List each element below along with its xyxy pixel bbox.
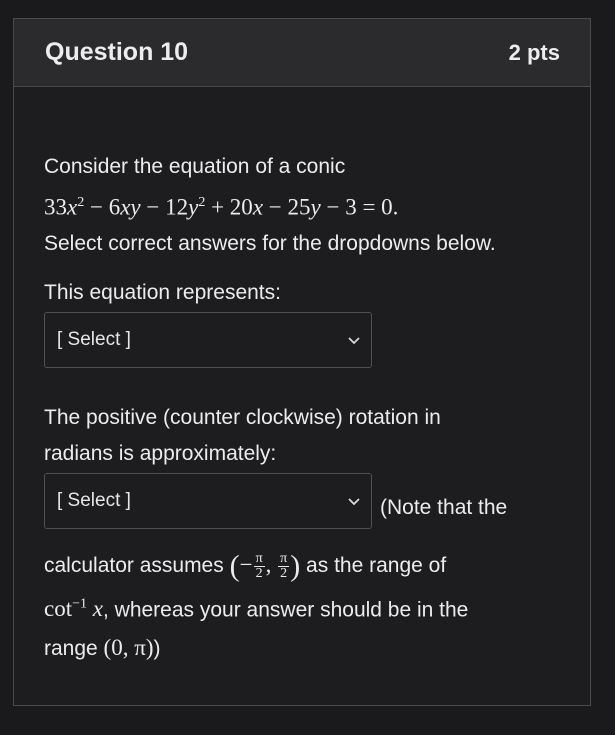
chevron-down-icon [347, 333, 361, 347]
conic-type-select[interactable] [44, 312, 372, 368]
select-label: [ Select ] [57, 329, 131, 350]
select-label: [ Select ] [57, 490, 131, 511]
chevron-down-icon [347, 494, 361, 508]
range-interval: (− $\frac{\pi}{2}$ , $\frac{\pi}{2}$ ) [229, 549, 301, 583]
question-points: 2 pts [508, 39, 560, 65]
conic-equation: $33x^2 - 6xy - 12y^2 + 20x - 25y - 3 = 0$. [44, 194, 399, 220]
q2-prompt-line2: radians is approximately: [44, 442, 277, 465]
question-card [13, 18, 591, 706]
note-start: (Note that the [380, 496, 508, 519]
q2-prompt [44, 400, 564, 472]
intro-instruction: Select correct answers for the dropdowns below. [44, 231, 496, 255]
question-title: Question 10 [45, 38, 189, 66]
rotation-select[interactable] [44, 473, 372, 529]
question-intro [44, 149, 496, 262]
q2-prompt-line1: The positive (counter clockwise) rotation in [44, 406, 441, 429]
intro-line: Consider the equation of a conic [44, 155, 346, 178]
q1-prompt: This equation represents: [44, 281, 281, 304]
question-header [14, 19, 590, 87]
calculator-note: calculator assumes (− $\frac{\pi}{2}$ , $\frac{\pi}{2}$ ) as the range of $\cot^{-1} x$, whereas your answer should be in the range (0, π)) [44, 549, 469, 661]
